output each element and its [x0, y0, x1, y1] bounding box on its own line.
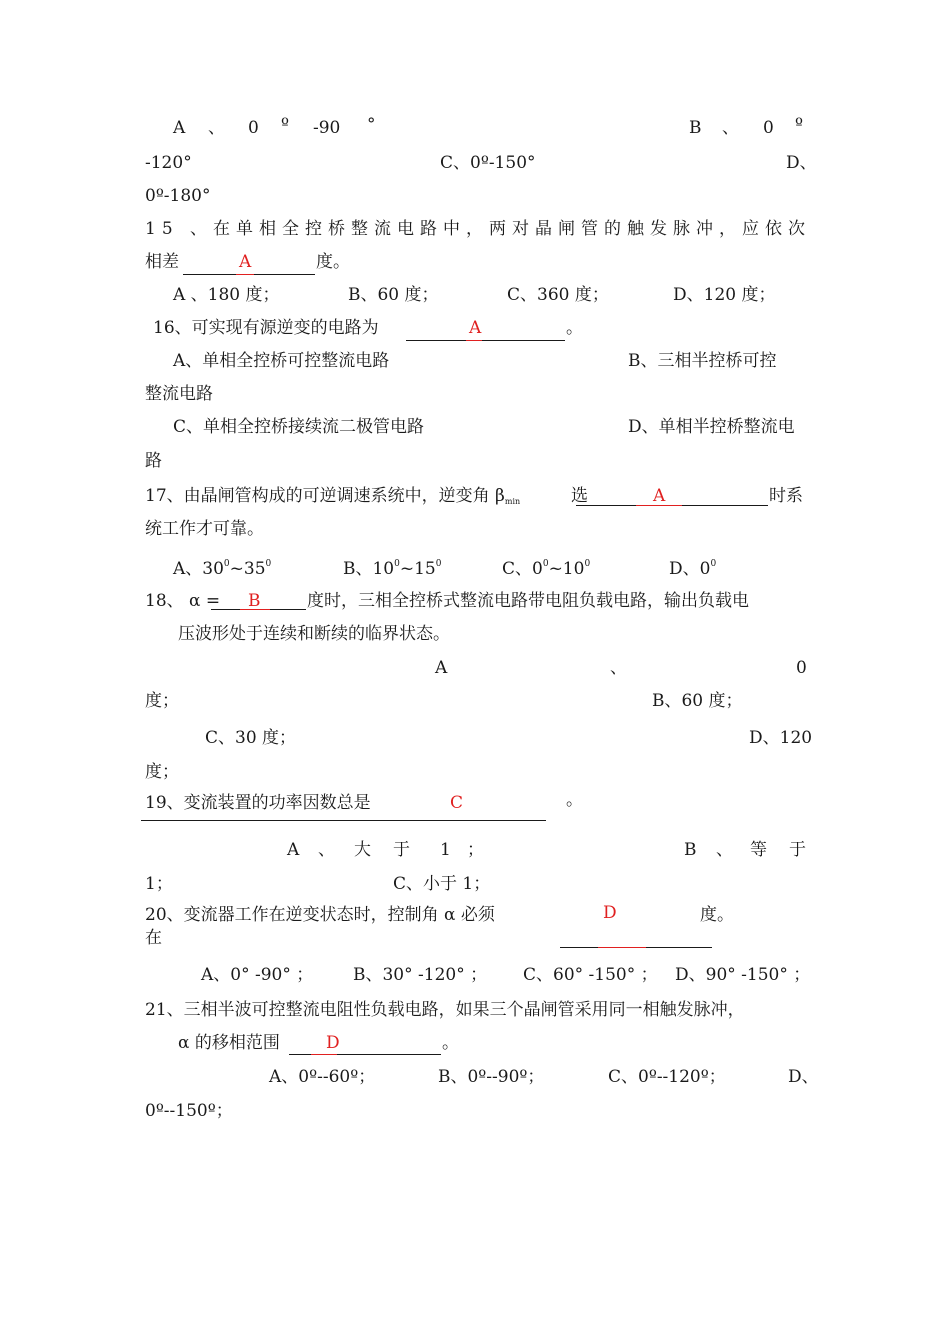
- q18-stem-line2: 压波形处于连续和断续的临界状态。: [178, 624, 450, 644]
- q19-option-a-sep: 、: [318, 840, 335, 860]
- q21-stem-pre: α 的移相范围: [178, 1033, 280, 1053]
- q14-option-d: D、: [786, 153, 817, 173]
- q18-option-a-label: A: [435, 658, 448, 678]
- q15-stem-post: 度。: [316, 252, 350, 272]
- q15-option-d: D、120 度；: [673, 285, 776, 305]
- q18-option-c: C、30 度；: [205, 728, 297, 748]
- q18-option-a-cont: 度；: [145, 691, 179, 711]
- q21-answer: D: [326, 1033, 340, 1053]
- q16-stem: 16、可实现有源逆变的电路为: [153, 318, 379, 338]
- q20-option-d: D、90° -150° ；: [675, 965, 811, 985]
- q15-stem-line1: 15 、在单相全控桥整流电路中，两对晶闸管的触发脉冲，应依次: [145, 219, 812, 239]
- q19-option-b-cont: 1；: [145, 874, 173, 894]
- q16-option-a: A、单相全控桥可控整流电路: [173, 351, 390, 371]
- q15-answer: A: [239, 252, 252, 272]
- q17-option-b-text: B、10: [343, 559, 395, 579]
- q17-option-c: [502, 554, 590, 579]
- q21-option-b: B、0º--90º；: [438, 1067, 545, 1087]
- q18-option-a-value: 0: [796, 658, 807, 678]
- q15-option-a: A 、180 度；: [173, 285, 280, 305]
- q16-option-d-cont: 路: [145, 451, 162, 471]
- q19-option-a-value: 1: [440, 840, 451, 860]
- q16-end: 。: [566, 318, 583, 338]
- q15-option-c: C、360 度；: [507, 285, 609, 305]
- q15-stem-pre: 相差: [145, 252, 179, 272]
- q16-option-d: D、单相半控桥整流电: [628, 417, 795, 437]
- q20-option-c: C、60° -150° ；: [523, 965, 658, 985]
- q17-option-a-mid: ~35: [229, 559, 266, 579]
- q19-option-a-word1: 大: [354, 840, 371, 860]
- q17-option-d-deg1: 0: [710, 559, 717, 569]
- q21-answer-mark: [311, 1054, 337, 1055]
- q19-option-b-word1: 等: [750, 840, 767, 860]
- q14-option-a-sep: 、: [208, 118, 225, 138]
- q17-subscript: min: [504, 497, 521, 506]
- q19-option-a-end: ；: [467, 840, 484, 860]
- q19-option-b-label: B: [684, 840, 697, 860]
- q17-stem: [145, 486, 520, 512]
- q14-option-b-label: B: [689, 118, 702, 138]
- q17-post: 时系: [769, 486, 803, 506]
- q15-answer-mark: [236, 274, 254, 275]
- q17-option-a: [173, 554, 271, 579]
- q17-option-a-deg2: 0: [265, 559, 272, 569]
- q14-option-b-sep: 、: [722, 118, 739, 138]
- q17-option-b-deg2: 0: [435, 559, 442, 569]
- q17-stem-text: 17、由晶闸管构成的可逆调速系统中，逆变角 β: [145, 486, 505, 506]
- q21-option-c: C、0º--120º；: [608, 1067, 726, 1087]
- q19-answer-blank: [141, 820, 546, 821]
- q14-option-b-cont: -120°: [145, 153, 192, 173]
- q14-option-a-start: 0: [248, 118, 259, 138]
- q16-option-b: B、三相半控桥可控: [628, 351, 777, 371]
- q14-option-a-label: A: [173, 118, 186, 138]
- q17-stem-line2: 统工作才可靠。: [145, 519, 264, 539]
- q20-stem: 20、变流器工作在逆变状态时，控制角 α 必须: [145, 905, 495, 925]
- q21-stem-line1: 21、三相半波可控整流电阻性负载电路，如果三个晶闸管采用同一相触发脉冲，: [145, 1000, 745, 1020]
- q21-option-d: D、: [788, 1067, 819, 1087]
- q17-option-a-deg1: 0: [223, 559, 230, 569]
- q20-post: 度。: [700, 905, 734, 925]
- q15-option-b: B、60 度；: [348, 285, 439, 305]
- q19-option-a-label: A: [287, 840, 300, 860]
- q14-option-b-deg: º: [795, 115, 803, 135]
- q17-option-c-deg1: 0: [542, 559, 549, 569]
- q16-option-c: C、单相全控桥接续流二极管电路: [173, 417, 425, 437]
- q17-option-b-mid: ~15: [399, 559, 436, 579]
- q14-option-b-start: 0: [763, 118, 774, 138]
- q14-option-c: C、0º-150°: [440, 153, 536, 173]
- q18-option-d: D、120: [749, 728, 813, 748]
- q17-select: 选: [571, 486, 588, 506]
- q16-answer: A: [469, 318, 482, 338]
- q18-option-b: B、60 度；: [652, 691, 743, 711]
- q19-option-b-word2: 于: [789, 840, 806, 860]
- q21-option-d-cont: 0º--150º；: [145, 1101, 233, 1121]
- q19-answer: C: [450, 793, 464, 813]
- q20-option-a: A、0° -90° ；: [201, 965, 314, 985]
- q17-answer: A: [653, 486, 666, 506]
- q18-stem: 18、 α =: [145, 591, 221, 611]
- q16-answer-mark: [466, 340, 482, 341]
- q18-post: 度时，三相全控桥式整流电路带电阻负载电路，输出负载电: [307, 591, 749, 611]
- q18-answer: B: [248, 591, 261, 611]
- q20-option-b: B、30° -120° ；: [353, 965, 488, 985]
- q19-option-c: C、小于 1；: [393, 874, 491, 894]
- q17-option-d-text: D、0: [669, 559, 711, 579]
- q16-answer-blank: [406, 340, 565, 341]
- q19-option-b-sep: 、: [716, 840, 733, 860]
- q21-end: 。: [442, 1033, 459, 1053]
- q17-option-c-deg2: 0: [584, 559, 591, 569]
- q17-option-d: [669, 554, 716, 579]
- q17-option-c-text: C、0: [502, 559, 543, 579]
- q14-option-a-deg2: °: [367, 115, 376, 135]
- q19-end: 。: [566, 790, 583, 810]
- q17-option-a-text: A、30: [173, 559, 224, 579]
- q20-answer: D: [603, 903, 617, 923]
- q17-option-c-mid: ~10: [548, 559, 585, 579]
- q17-option-b: [343, 554, 441, 579]
- q14-option-a-deg: º: [281, 115, 289, 135]
- q19-stem: 19、变流装置的功率因数总是: [145, 793, 371, 813]
- q20-stem-cont: 在: [145, 928, 162, 948]
- q14-option-d-cont: 0º-180°: [145, 186, 211, 206]
- q14-option-a-end: -90: [313, 118, 341, 138]
- q16-option-b-cont: 整流电路: [145, 384, 213, 404]
- q21-option-a: A、0º--60º；: [269, 1067, 376, 1087]
- q20-answer-mark: [598, 947, 646, 948]
- q19-option-a-word2: 于: [393, 840, 410, 860]
- q18-option-d-cont: 度；: [145, 762, 179, 782]
- q18-option-a-sep: 、: [610, 658, 627, 678]
- q17-option-b-deg1: 0: [394, 559, 400, 569]
